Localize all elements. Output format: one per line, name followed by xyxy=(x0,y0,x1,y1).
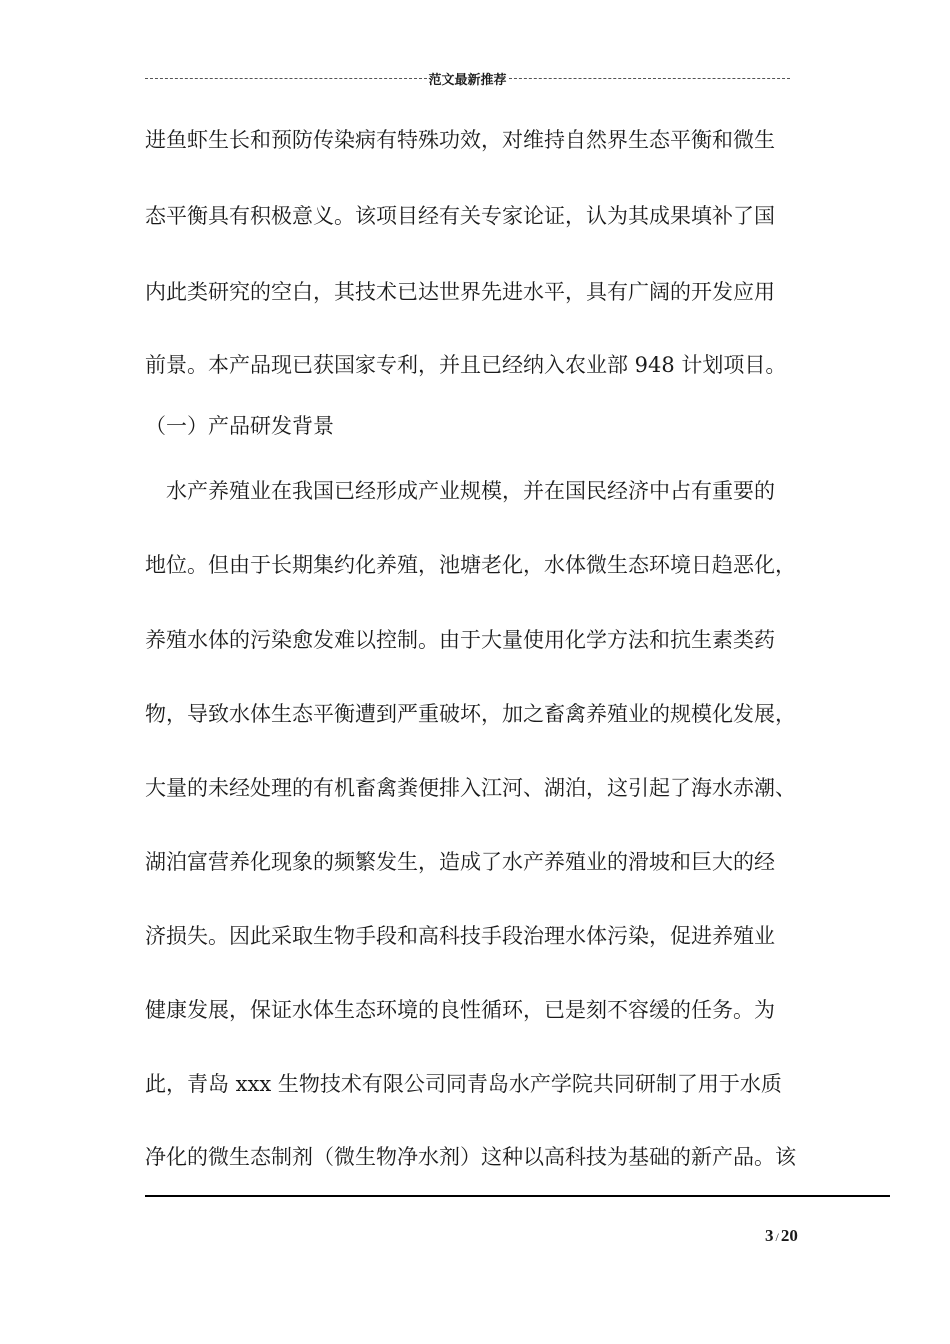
paragraph-line: 此，青岛 xxx 生物技术有限公司同青岛水产学院共同研制了用于水质 xyxy=(145,1072,782,1096)
paragraph-line: 湖泊富营养化现象的频繁发生，造成了水产养殖业的滑坡和巨大的经 xyxy=(145,850,775,874)
paragraph-line: 净化的微生态制剂（微生物净水剂）这种以高科技为基础的新产品。该 xyxy=(145,1145,796,1169)
header-dash-left xyxy=(145,78,427,79)
header-title: 范文最新推荐 xyxy=(428,72,507,88)
paragraph-line: 进鱼虾生长和预防传染病有特殊功效，对维持自然界生态平衡和微生 xyxy=(145,128,775,152)
paragraph-line: 内此类研究的空白，其技术已达世界先进水平，具有广阔的开发应用 xyxy=(145,280,775,304)
paragraph-line: 大量的未经处理的有机畜禽粪便排入江河、湖泊，这引起了海水赤潮、 xyxy=(145,776,796,800)
footer-divider xyxy=(145,1195,890,1197)
paragraph-line: 水产养殖业在我国已经形成产业规模，并在国民经济中占有重要的 xyxy=(166,479,775,503)
page-header xyxy=(145,66,790,90)
paragraph-line: 地位。但由于长期集约化养殖，池塘老化，水体微生态环境日趋恶化， xyxy=(145,553,796,577)
paragraph-line: 济损失。因此采取生物手段和高科技手段治理水体污染，促进养殖业 xyxy=(145,924,775,948)
header-dash-right xyxy=(509,78,790,79)
page-total: 20 xyxy=(780,1226,798,1245)
paragraph-line: 健康发展，保证水体生态环境的良性循环，已是刻不容缓的任务。为 xyxy=(145,998,775,1022)
paragraph-line: 前景。本产品现已获国家专利，并且已经纳入农业部 948 计划项目。 xyxy=(145,353,787,377)
page-number xyxy=(765,1226,798,1246)
page-current: 3 xyxy=(765,1226,774,1245)
paragraph-line: 物，导致水体生态平衡遭到严重破坏，加之畜禽养殖业的规模化发展， xyxy=(145,702,796,726)
page-separator: / xyxy=(775,1230,779,1244)
paragraph-line: 态平衡具有积极意义。该项目经有关专家论证，认为其成果填补了国 xyxy=(145,204,775,228)
section-heading: （一）产品研发背景 xyxy=(145,414,334,438)
paragraph-line: 养殖水体的污染愈发难以控制。由于大量使用化学方法和抗生素类药 xyxy=(145,628,775,652)
